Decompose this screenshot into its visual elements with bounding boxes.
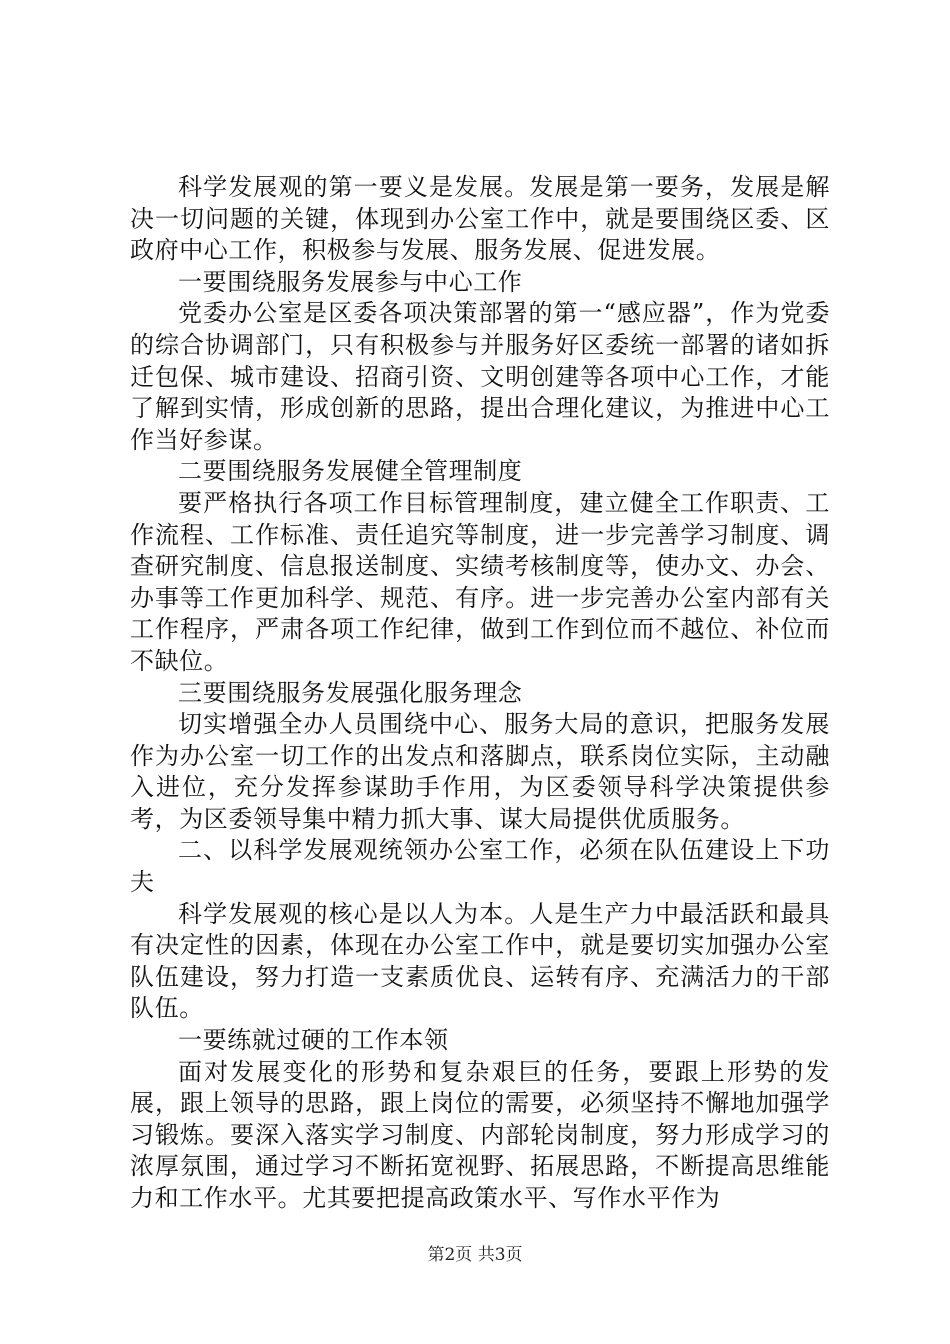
heading-serve-center-work: 一要围绕服务发展参与中心工作 xyxy=(178,267,523,296)
paragraph-9: 科学发展观的核心是以人为本。人是生产力中最活跃和最具有决定性的因素，体现在办公室工作中，就是要切实加强办公室队伍建设，努力打造一支素质优良、运转有序、充满活力的干部队伍。 xyxy=(130,899,830,1023)
heading-work-skills: 一要练就过硬的工作本领 xyxy=(178,1026,449,1055)
paragraph-1: 科学发展观的第一要义是发展。发展是第一要务，发展是解决一切问题的关键，体现到办公室工作中，就是要围绕区委、区政府中心工作，积极参与发展、服务发展、促进发展。 xyxy=(130,173,830,265)
section-heading-team-building: 二、以科学发展观统领办公室工作，必须在队伍建设上下功夫 xyxy=(130,836,830,897)
paragraph-7: 切实增强全办人员围绕中心、服务大局的意识，把服务发展作为办公室一切工作的出发点和落脚点，联系岗位实际，主动融入进位，充分发挥参谋助手作用，为区委领导科学决策提供参考，为区委领导集中精力抓大事、谋大局提供优质服务。 xyxy=(130,710,830,833)
paragraph-3: 党委办公室是区委各项决策部署的第一“感应器”，作为党委的综合协调部门，只有积极参与并服务好区委统一部署的诸如拆迁包保、城市建设、招商引资、文明创建等各项中心工作，才能了解到实情，形成创新的思路，提出合理化建议，为推进中心工作当好参谋。 xyxy=(130,299,830,454)
document-body xyxy=(130,172,830,1215)
heading-service-concept: 三要围绕服务发展强化服务理念 xyxy=(178,678,523,707)
paragraph-5: 要严格执行各项工作目标管理制度，建立健全工作职责、工作流程、工作标准、责任追究等制度，进一步完善学习制度、调查研究制度、信息报送制度、实绩考核制度等，使办文、办会、办事等工作更加科学、规范、有序。进一步完善办公室内部有关工作程序，严肃各项工作纪律，做到工作到位而不越位、补位而不缺位。 xyxy=(130,488,830,675)
heading-management-system: 二要围绕服务发展健全管理制度 xyxy=(178,457,523,486)
paragraph-11: 面对发展变化的形势和复杂艰巨的任务，要跟上形势的发展，跟上领导的思路，跟上岗位的需要，必须坚持不懈地加强学习锻炼。要深入落实学习制度、内部轮岗制度，努力形成学习的浓厚氛围，通过学习不断拓宽视野、拓展思路，不断提高思维能力和工作水平。尤其要把提高政策水平、写作水平作为 xyxy=(130,1057,830,1212)
page-number-footer: 第2页 共3页 xyxy=(427,1245,523,1265)
